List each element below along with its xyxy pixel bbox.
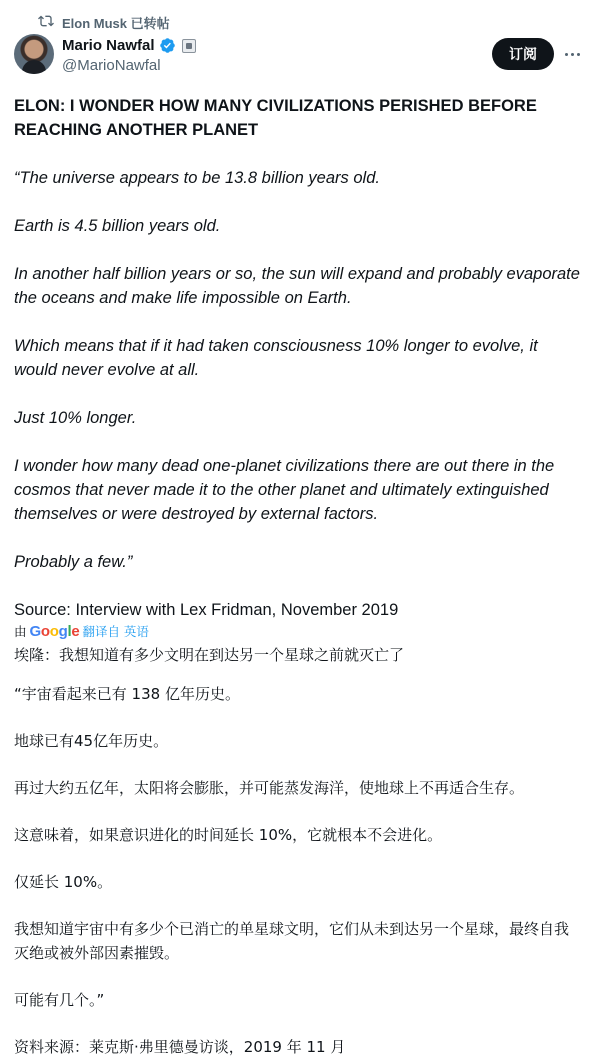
translated-paragraph: 仅延长 10%。	[14, 873, 113, 891]
google-logo: Google	[29, 623, 80, 640]
translated-from-link[interactable]: 翻译自 英语	[82, 624, 149, 639]
tweet-source: Source: Interview with Lex Fridman, November 2019	[14, 601, 399, 619]
tweet-headline: ELON: I WONDER HOW MANY CIVILIZATIONS PERISHED BEFORE REACHING ANOTHER PLANET	[14, 97, 537, 139]
translated-paragraph: 埃隆：我想知道有多少文明在到达另一个星球之前就灭亡了	[14, 646, 405, 664]
repost-indicator[interactable]	[38, 13, 170, 32]
quote-paragraph: Which means that if it had taken consciousness 10% longer to evolve, it would never evolve at all.	[14, 337, 538, 379]
translated-paragraph: 这意味着，如果意识进化的时间延长 10%，它就根本不会进化。	[14, 826, 443, 844]
translated-by-label: 由	[14, 624, 27, 639]
subscribe-button[interactable]: 订阅	[492, 38, 554, 70]
tweet-body	[14, 94, 580, 1059]
verified-badge-icon	[159, 37, 176, 54]
avatar[interactable]	[14, 34, 54, 74]
tweet-header	[14, 34, 584, 78]
translated-paragraph: 地球已有45亿年历史。	[14, 732, 169, 750]
repost-icon	[38, 13, 54, 32]
translation-attribution[interactable]	[14, 623, 580, 641]
quote-paragraph: Earth is 4.5 billion years old.	[14, 217, 221, 235]
quote-paragraph: I wonder how many dead one-planet civilizations there are out there in the cosmos that never made it to the other planet and ultimately extinguished themselves or were destroyed by external factors.	[14, 457, 555, 523]
repost-label: Elon Musk 已转帖	[62, 16, 170, 31]
more-icon[interactable]	[560, 42, 584, 66]
tweet-quote	[14, 166, 580, 574]
affiliate-badge-icon	[182, 39, 196, 53]
translated-paragraph: 再过大约五亿年，太阳将会膨胀，并可能蒸发海洋，使地球上不再适合生存。	[14, 779, 525, 797]
translated-paragraph: 可能有几个。”	[14, 991, 105, 1009]
quote-paragraph: “The universe appears to be 13.8 billion years old.	[14, 169, 380, 187]
quote-paragraph: In another half billion years or so, the sun will expand and probably evaporate the oceans and make life impossible on Earth.	[14, 265, 580, 307]
quote-paragraph: Just 10% longer.	[14, 409, 137, 427]
author-handle[interactable]: @MarioNawfal	[62, 57, 161, 74]
author-name[interactable]: Mario Nawfal	[62, 37, 155, 54]
quote-paragraph: Probably a few.”	[14, 553, 133, 571]
translated-text	[14, 643, 580, 1059]
translated-paragraph: 资料来源：莱克斯·弗里德曼访谈，2019 年 11 月	[14, 1038, 346, 1056]
translated-paragraph: 我想知道宇宙中有多少个已消亡的单星球文明，它们从未到达另一个星球，最终自我灭绝或被外部因素摧毁。	[14, 920, 570, 962]
translated-paragraph: “宇宙看起来已有 138 亿年历史。	[14, 685, 240, 703]
